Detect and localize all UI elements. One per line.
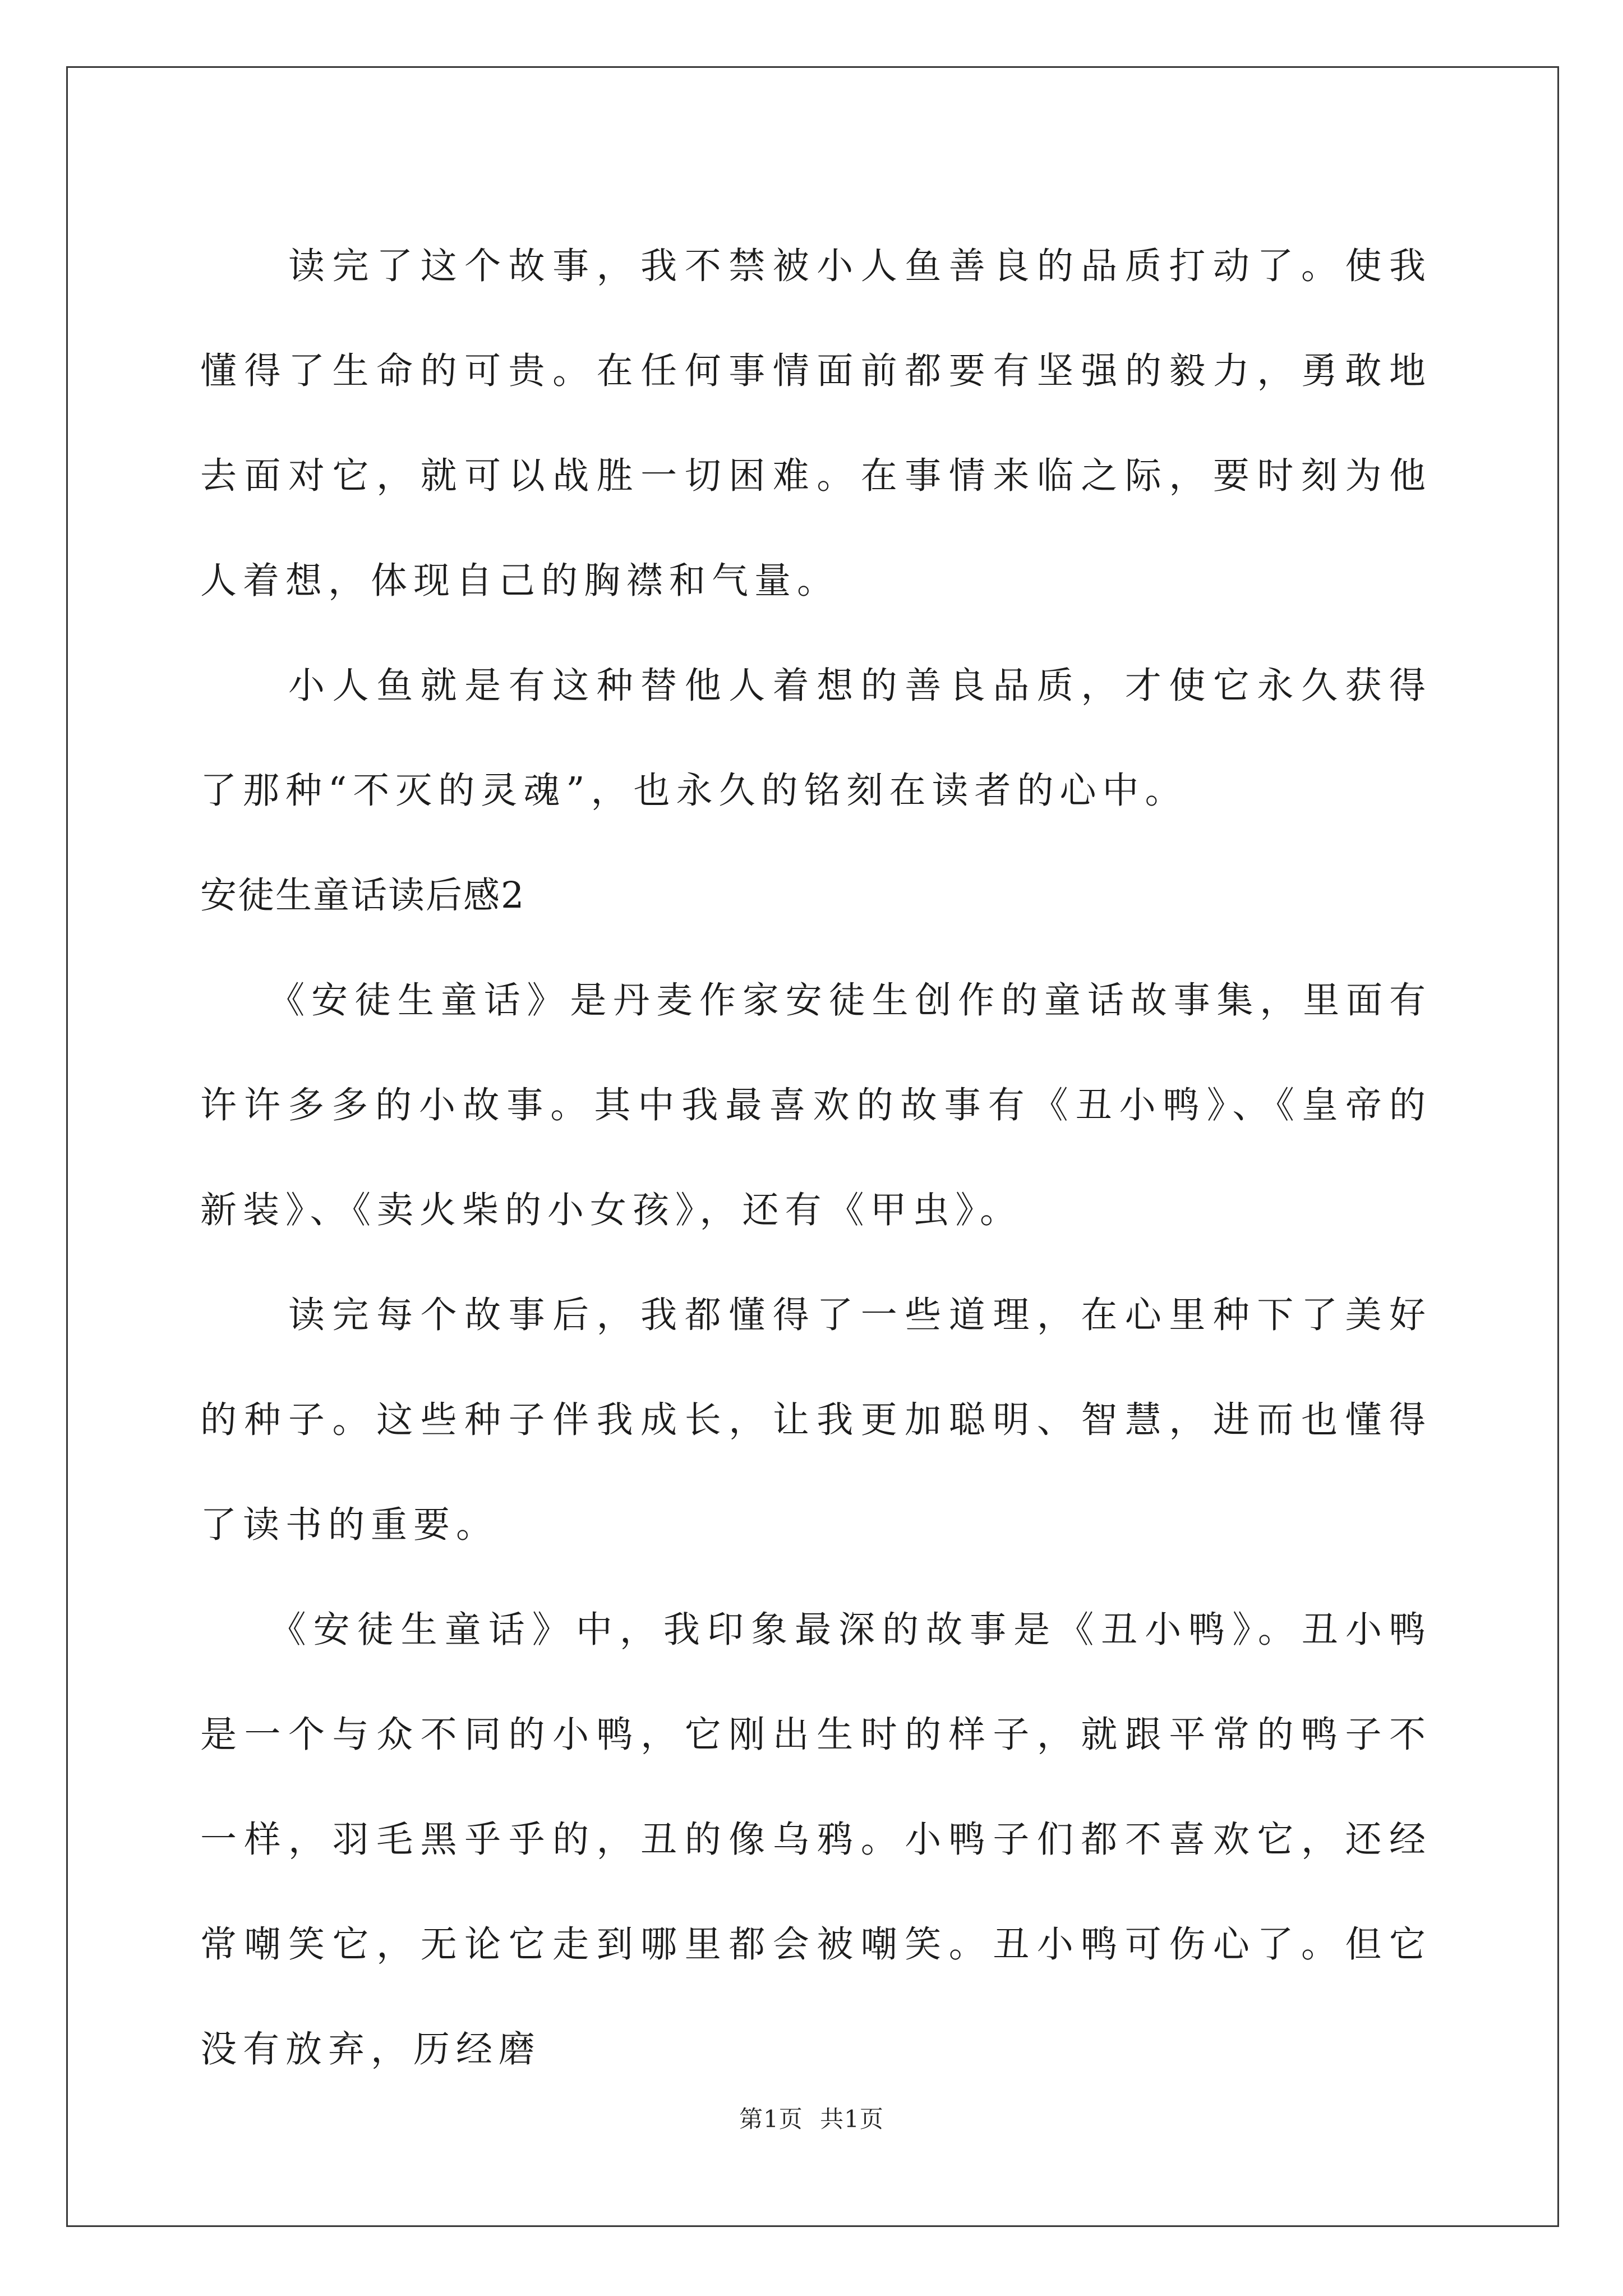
paragraph-4: 读完每个故事后，我都懂得了一些道理，在心里种下了美好的种子。这些种子伴我成长，让我更加聪明、智慧，进而也懂得了读书的重要。 xyxy=(200,1294,1432,1546)
page-number: 第1页 xyxy=(739,2105,803,2133)
page-footer xyxy=(0,2102,1623,2136)
paragraph-1: 读完了这个故事，我不禁被小人鱼善良的品质打动了。使我懂得了生命的可贵。在任何事情面前都要有坚强的毅力，勇敢地去面对它，就可以战胜一切困难。在事情来临之际，要时刻为他人着想，体现自己的胸襟和气量。 xyxy=(200,245,1432,602)
section-heading: 安徒生童话读后感2 xyxy=(200,875,525,917)
page-total: 共1页 xyxy=(820,2105,884,2133)
document-body xyxy=(200,214,1432,2102)
paragraph-5: 《安徒生童话》中，我印象最深的故事是《丑小鸭》。丑小鸭是一个与众不同的小鸭，它刚出生时的样子，就跟平常的鸭子不一样，羽毛黑乎乎的，丑的像乌鸦。小鸭子们都不喜欢它，还经常嘲笑它，无论它走到哪里都会被嘲笑。丑小鸭可伤心了。但它没有放弃，历经磨 xyxy=(200,1609,1432,2070)
paragraph-2: 小人鱼就是有这种替他人着想的善良品质，才使它永久获得了那种“不灭的灵魂”，也永久的铭刻在读者的心中。 xyxy=(200,665,1432,812)
paragraph-3: 《安徒生童话》是丹麦作家安徒生创作的童话故事集，里面有许许多多的小故事。其中我最喜欢的故事有《丑小鸭》、《皇帝的新装》、《卖火柴的小女孩》，还有《甲虫》。 xyxy=(200,979,1432,1231)
